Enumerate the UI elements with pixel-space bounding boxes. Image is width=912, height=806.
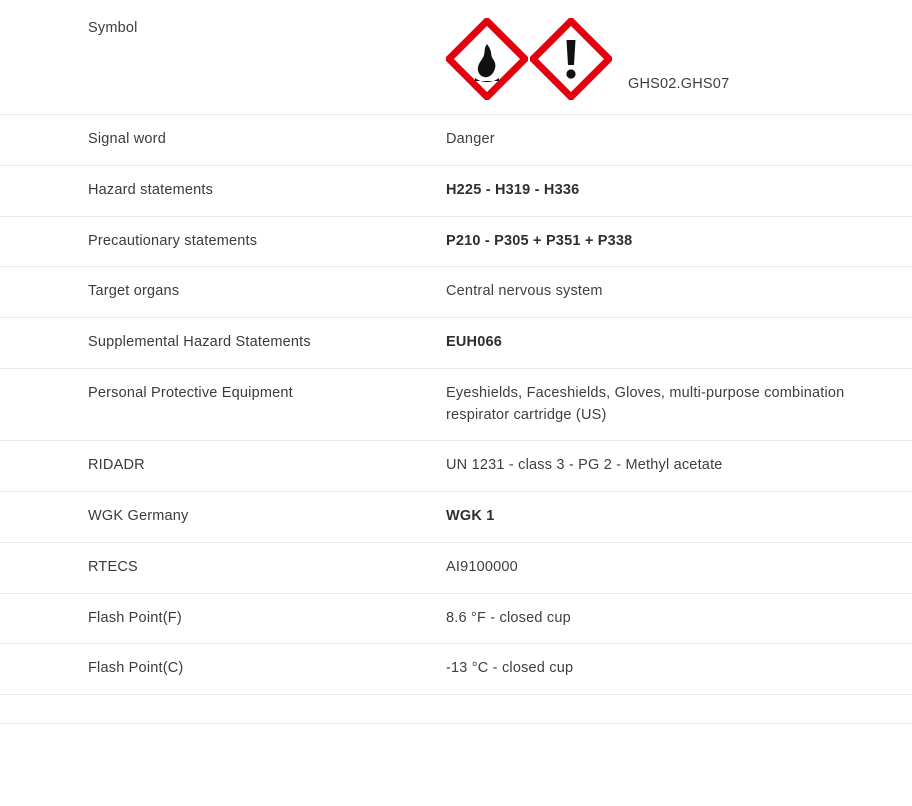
ghs-pictogram-group <box>446 18 904 100</box>
row-label-rtecs: RTECS <box>88 558 138 575</box>
row-label-supplemental-hazard-statements: Supplemental Hazard Statements <box>88 334 311 350</box>
row-label-flash-point-f: Flash Point(F) <box>88 609 182 626</box>
row-value-symbol <box>446 0 912 115</box>
row-label-precautionary-statements: Precautionary statements <box>88 232 258 249</box>
row-value-flash-point-f: 8.6 °F - closed cup <box>446 609 571 626</box>
exclamation-mark-pictogram-icon <box>530 18 612 100</box>
row-label-signal-word: Signal word <box>88 131 166 147</box>
row-value-flash-point-c: -13 °C - closed cup <box>446 660 574 677</box>
table-row <box>0 216 912 267</box>
row-label-symbol: Symbol <box>88 20 138 36</box>
row-value-wgk-germany: WGK 1 <box>446 508 495 524</box>
row-label-target-organs: Target organs <box>88 283 180 300</box>
table-row <box>0 267 912 318</box>
row-label-personal-protective-equipment: Personal Protective Equipment <box>88 384 293 401</box>
row-label-flash-point-c: Flash Point(C) <box>88 660 184 677</box>
row-value-supplemental-hazard-statements: EUH066 <box>446 334 503 350</box>
table-row <box>0 593 912 644</box>
table-row <box>0 542 912 593</box>
row-value-target-organs: Central nervous system <box>446 283 603 300</box>
flame-pictogram-icon <box>446 18 528 100</box>
row-value-precautionary-statements: P210 - P305 + P351 + P338 <box>446 232 633 249</box>
table-row <box>0 318 912 369</box>
table-row <box>0 0 912 115</box>
table-row <box>0 115 912 166</box>
row-label-hazard-statements: Hazard statements <box>88 181 214 198</box>
row-value-rtecs: AI9100000 <box>446 558 518 575</box>
table-row <box>0 492 912 543</box>
row-label-wgk-germany: WGK Germany <box>88 508 189 524</box>
table-row <box>0 644 912 695</box>
row-value-ridadr: UN 1231 - class 3 - PG 2 - Methyl acetate <box>446 457 723 474</box>
table-row <box>0 368 912 441</box>
table-row <box>0 165 912 216</box>
ghs-pictogram-code: GHS02.GHS07 <box>628 76 730 93</box>
row-label-ridadr: RIDADR <box>88 457 145 474</box>
row-value-personal-protective-equipment: Eyeshields, Faceshields, Gloves, multi-purpose combination respirator cartridge (US) <box>446 384 845 423</box>
table-row <box>0 441 912 492</box>
table-bottom-spacer <box>0 695 912 724</box>
row-value-hazard-statements: H225 - H319 - H336 <box>446 181 580 198</box>
row-value-signal-word: Danger <box>446 131 495 147</box>
